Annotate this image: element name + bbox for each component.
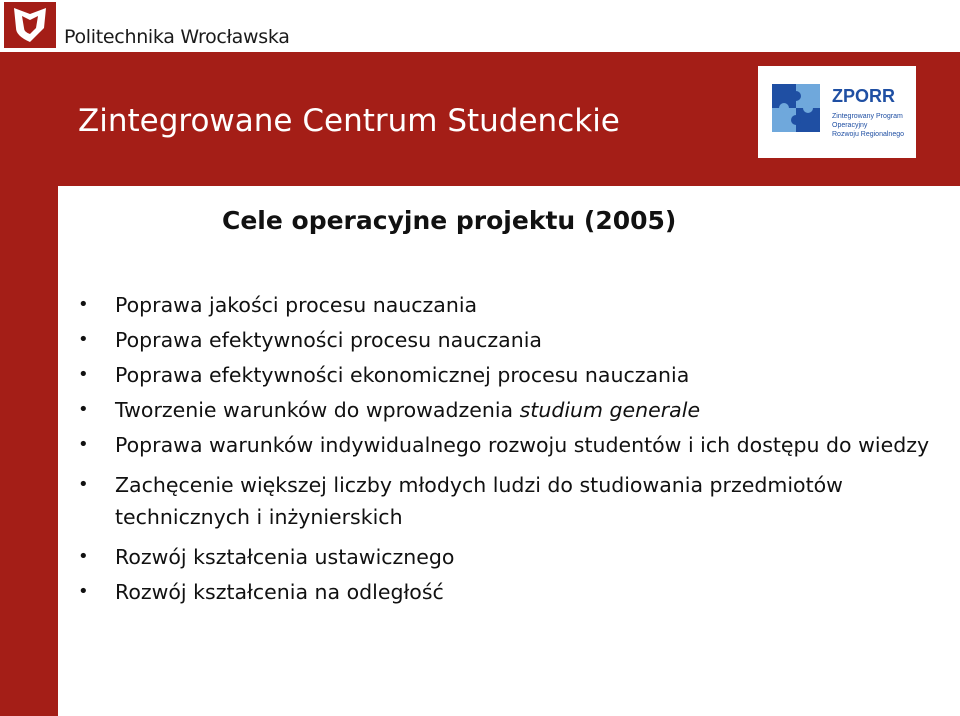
bullet-item: • Tworzenie warunków do wprowadzenia studium generale <box>78 394 938 426</box>
zporr-line3: Rozwoju Regionalnego <box>832 131 904 138</box>
left-stripe <box>0 186 58 716</box>
university-crest-icon <box>4 2 56 48</box>
university-name: Politechnika Wrocławska <box>64 26 290 48</box>
bullet-item: • Zachęcenie większej liczby młodych ludzi do studiowania przedmiotów technicznych i inżynierskich <box>78 469 938 533</box>
bullet-italic-term: studium generale <box>519 398 701 422</box>
zporr-line1: Zintegrowany Program <box>832 113 903 120</box>
bullet-item: • Rozwój kształcenia na odległość <box>78 576 938 608</box>
banner-title: Zintegrowane Centrum Studenckie <box>78 103 620 139</box>
title-banner <box>0 52 960 186</box>
zporr-logo <box>758 66 916 158</box>
bullet-item: • Poprawa efektywności procesu nauczania <box>78 324 938 356</box>
puzzle-icon <box>758 66 916 158</box>
bullet-item: • Rozwój kształcenia ustawicznego <box>78 541 938 573</box>
bullet-item: • Poprawa warunków indywidualnego rozwoju studentów i ich dostępu do wiedzy <box>78 429 938 461</box>
university-logo-bar <box>0 0 960 52</box>
zporr-name: ZPORR <box>832 86 895 106</box>
bullet-item: • Poprawa jakości procesu nauczania <box>78 289 938 321</box>
zporr-line2: Operacyjny <box>832 122 868 129</box>
slide-heading: Cele operacyjne projektu (2005) <box>222 206 677 235</box>
slide-content <box>58 186 960 716</box>
bullet-list <box>78 289 938 611</box>
bullet-item: • Poprawa efektywności ekonomicznej procesu nauczania <box>78 359 938 391</box>
